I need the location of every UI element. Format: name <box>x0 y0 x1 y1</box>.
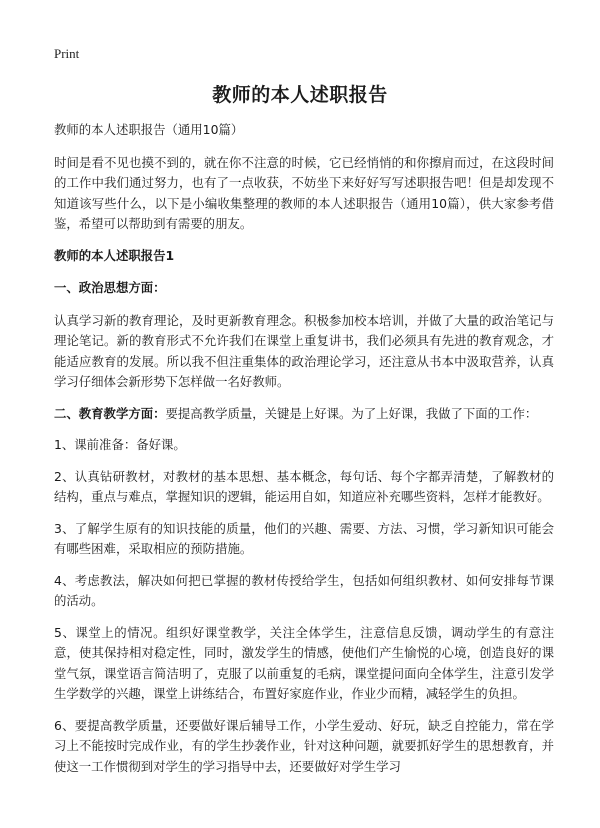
list-item-6: 6、要提高教学质量，还要做好课后辅导工作，小学生爱动、好玩，缺乏自控能力，常在学习上不能按时完成作业，有的学生抄袭作业，针对这种问题，就要抓好学生的思想教育，并使这一工作惯彻到对学生的学习指导中去，还要做好对学生学习 <box>54 717 554 774</box>
page-title: 教师的本人述职报告 <box>212 84 388 106</box>
teaching-paragraph <box>54 404 554 425</box>
political-heading: 一、政治思想方面： <box>54 280 166 295</box>
list-item-2: 2、认真钻研教材，对教材的基本思想、基本概念，每句话、每个字都弄清楚，了解教材的结构，重点与难点，掌握知识的逻辑，能运用自如，知道应补充哪些资料，怎样才能教好。 <box>54 468 554 504</box>
political-paragraph: 认真学习新的教育理论，及时更新教育理念。积极参加校本培训，并做了大量的政治笔记与理论笔记。新的教育形式不允许我们在课堂上重复讲书，我们必须具有先进的教育观念，才能适应教育的发展。所以我不但注重集体的政治理论学习，还注意从书本中汲取营养，认真学习仔细体会新形势下怎样做一名好教师。 <box>54 312 554 389</box>
document-body <box>54 120 554 788</box>
intro-paragraph: 时间是看不见也摸不到的，就在你不注意的时候，它已经悄悄的和你擦肩而过，在这段时间的工作中我们通过努力，也有了一点收获，不妨坐下来好好写写述职报告吧！但是却发现不知道该写些什么，以下是小编收集整理的教师的本人述职报告（通用10篇），供大家参考借鉴，希望可以帮助到有需要的朋友。 <box>54 154 554 231</box>
teaching-heading: 二、教育教学方面： <box>54 405 166 421</box>
print-link[interactable]: Print <box>54 46 80 61</box>
list-item-3: 3、了解学生原有的知识技能的质量，他们的兴趣、需要、方法、习惯，学习新知识可能会有哪些困难，采取相应的预防措施。 <box>54 520 554 556</box>
list-item-1: 1、课前准备：备好课。 <box>54 437 186 452</box>
document-subtitle: 教师的本人述职报告（通用10篇） <box>54 122 244 137</box>
section-heading: 教师的本人述职报告1 <box>54 247 175 263</box>
teaching-body: 要提高教学质量，关键是上好课。为了上好课，我做了下面的工作： <box>165 405 538 421</box>
list-item-5: 5、课堂上的情况。组织好课堂教学，关注全体学生，注意信息反馈，调动学生的有意注意，使其保持相对稳定性，同时，激发学生的情感，使他们产生愉悦的心境，创造良好的课堂气氛，课堂语言简洁明了，克服了以前重复的毛病，课堂提问面向全体学生，注意引发学生学数学的兴趣，课堂上讲练结合，布置好家庭作业，作业少而精，减轻学生的负担。 <box>54 624 554 701</box>
list-item-4: 4、考虑教法，解决如何把已掌握的教材传授给学生，包括如何组织教材、如何安排每节课的活动。 <box>54 572 554 608</box>
